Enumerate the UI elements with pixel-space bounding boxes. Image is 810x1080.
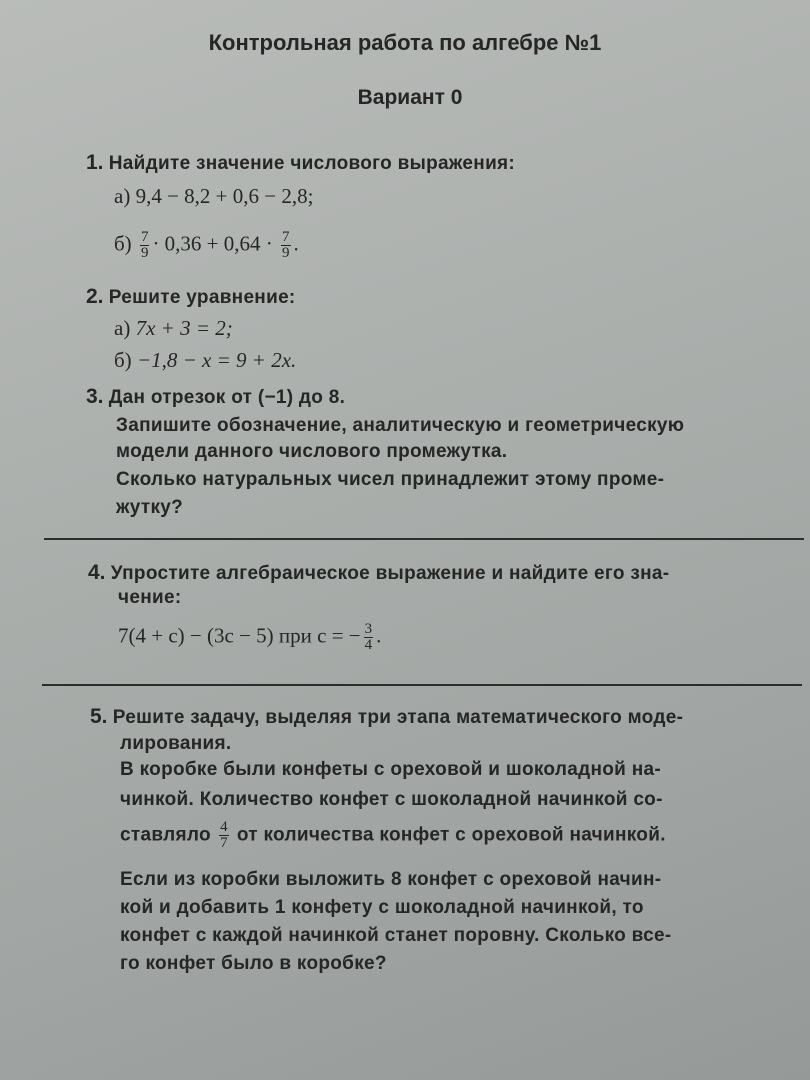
expression: 7(4 + c) − (3c − 5) при c = − (118, 623, 361, 648)
task-text-line: чинкой. Количество конфет с шоколадной начинкой со- (120, 789, 663, 810)
task-text-line: Сколько натуральных чисел принадлежит этому проме- (116, 469, 665, 490)
task-text-line: ставляло (120, 824, 211, 846)
expression-end: . (293, 231, 299, 256)
task-text-line: жутку? (116, 497, 184, 518)
task-text-line: Если из коробки выложить 8 конфет с ореховой начин- (120, 869, 662, 890)
task-heading: Найдите значение числового выражения: (108, 153, 516, 174)
equation: 7x + 3 = 2; (135, 316, 233, 340)
task-text-line: конфет с каждой начинкой станет поровну. Сколько все- (120, 925, 672, 946)
item-label: б) (114, 231, 132, 256)
fraction-numerator: 3 (364, 621, 373, 637)
task-number: 2. (86, 285, 104, 308)
task-text-line: модели данного числового промежутка. (116, 441, 508, 462)
task-text-line: Дан отрезок от (−1) до 8. (108, 387, 346, 408)
page-title: Контрольная работа по алгебре №1 (208, 30, 602, 55)
task-heading: Решите уравнение: (108, 287, 296, 308)
section-divider (42, 684, 802, 686)
equation: −1,8 − x = 9 + 2x. (136, 348, 297, 372)
fraction-numerator: 4 (220, 819, 228, 835)
fraction (140, 230, 150, 261)
fraction-denominator: 7 (220, 835, 228, 851)
expression: · 0,36 + 0,64 · (152, 231, 273, 256)
fraction-numerator: 7 (140, 229, 149, 245)
expression: 9,4 − 8,2 + 0,6 − 2,8; (135, 184, 314, 208)
fraction-denominator: 4 (364, 637, 373, 653)
section-divider (44, 538, 804, 540)
fraction-denominator: 9 (140, 245, 149, 261)
task-number: 3. (86, 385, 104, 408)
fraction (219, 820, 229, 851)
task-text-line: от количества конфет с ореховой начинкой. (236, 824, 666, 846)
fraction-denominator: 9 (282, 245, 290, 261)
item-label: а) (114, 316, 131, 340)
task-text-line: Упростите алгебраическое выражение и найдите его зна- (110, 563, 670, 584)
task-text-line: кой и добавить 1 конфету с шоколадной начинкой, то (120, 897, 644, 918)
fraction-numerator: 7 (282, 229, 290, 245)
task-text-line: лирования. (120, 733, 232, 754)
variant-heading: Вариант 0 (357, 86, 463, 109)
task-number: 1. (86, 151, 104, 174)
task-text-line: го конфет было в коробке? (120, 953, 387, 974)
task-number: 5. (90, 705, 108, 728)
task-number: 4. (88, 561, 106, 584)
task-text-line: Запишите обозначение, аналитическую и геометрическую (116, 415, 685, 436)
item-label: а) (114, 184, 131, 208)
task-text-line: Решите задачу, выделяя три этапа математического моде- (112, 707, 684, 728)
item-label: б) (114, 348, 132, 372)
task-text-line: В коробке были конфеты с ореховой и шоколадной на- (120, 759, 661, 780)
expression-end: . (376, 623, 382, 648)
fraction (281, 230, 291, 261)
task-text-line: чение: (118, 587, 182, 608)
fraction (364, 622, 374, 653)
